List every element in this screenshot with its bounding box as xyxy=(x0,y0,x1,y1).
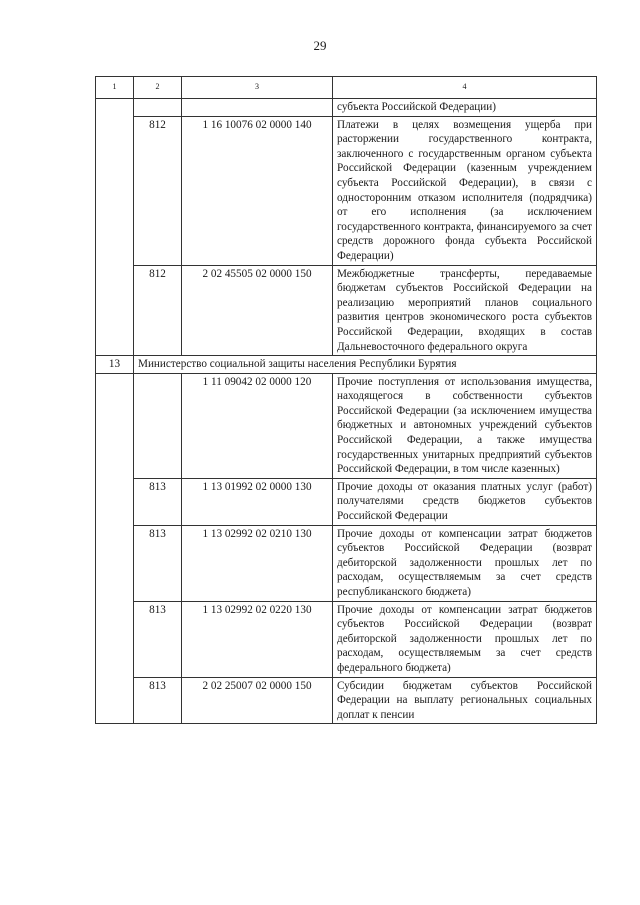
revenue-code-cell: 1 11 09042 02 0000 120 xyxy=(182,373,333,478)
admin-code-cell: 813 xyxy=(134,601,182,677)
description-cell: Прочие доходы от компенсации затрат бюджетов субъектов Российской Федерации (возврат дебиторской задолженности прошлых лет по расходам, осуществляемым за счет средств республиканского бюджета) xyxy=(333,525,597,601)
table-row xyxy=(96,478,597,525)
section-row xyxy=(96,356,597,374)
table-row xyxy=(96,116,597,265)
description-cell: Прочие поступления от использования имущества, находящегося в собственности субъектов Российской Федерации (за исключением имущества бюджетных и автономных учреждений субъектов Российской Федерации, а также имущества государственных унитарных предприятий субъектов Российской Федерации, в том числе казенных) xyxy=(333,373,597,478)
description-cell: Межбюджетные трансферты, передаваемые бюджетам субъектов Российской Федерации на реализацию мероприятий планов социального развития центров экономического роста субъектов Российской Федерации, входящих в состав Дальневосточного федерального округа xyxy=(333,265,597,356)
admin-code-cell: 812 xyxy=(134,116,182,265)
page-number: 29 xyxy=(313,38,327,53)
header-col-2: 2 xyxy=(134,77,182,99)
description-cell: Прочие доходы от компенсации затрат бюджетов субъектов Российской Федерации (возврат дебиторской задолженности прошлых лет по расходам, осуществляемым за счет средств федерального бюджета) xyxy=(333,601,597,677)
admin-code-cell: 813 xyxy=(134,677,182,724)
revenue-code-cell xyxy=(182,99,333,117)
header-col-3: 3 xyxy=(182,77,333,99)
admin-code-cell xyxy=(134,373,182,478)
header-col-4: 4 xyxy=(333,77,597,99)
admin-code-cell: 813 xyxy=(134,525,182,601)
description-cell: субъекта Российской Федерации) xyxy=(333,99,597,117)
admin-code-cell xyxy=(134,99,182,117)
revenue-code-cell: 1 13 02992 02 0210 130 xyxy=(182,525,333,601)
description-cell: Платежи в целях возмещения ущерба при расторжении государственного контракта, заключенного с государственным органом субъекта Российской Федерации (казенным учреждением субъекта Российской Федерации), в связи с односторонним отказом исполнителя (подрядчика) от его исполнения (за исключением государственного контракта, финансируемого за счет средств дорожного фонда субъекта Российской Федерации) xyxy=(333,116,597,265)
section-number: 13 xyxy=(96,356,134,374)
revenue-code-cell: 1 16 10076 02 0000 140 xyxy=(182,116,333,265)
admin-code-cell: 812 xyxy=(134,265,182,356)
table-row xyxy=(96,601,597,677)
section-num-cell-empty xyxy=(96,99,134,356)
header-col-1: 1 xyxy=(96,77,134,99)
section-num-cell-empty xyxy=(96,373,134,724)
description-cell: Прочие доходы от оказания платных услуг (работ) получателями средств бюджетов субъектов Российской Федерации xyxy=(333,478,597,525)
admin-code-cell: 813 xyxy=(134,478,182,525)
table-row xyxy=(96,677,597,724)
description-cell: Субсидии бюджетам субъектов Российской Федерации на выплату региональных социальных доплат к пенсии xyxy=(333,677,597,724)
revenue-code-cell: 1 13 01992 02 0000 130 xyxy=(182,478,333,525)
table-header-row xyxy=(96,77,597,99)
revenue-code-cell: 2 02 45505 02 0000 150 xyxy=(182,265,333,356)
section-title: Министерство социальной защиты населения Республики Бурятия xyxy=(134,356,597,374)
table-row xyxy=(96,99,597,117)
table-row xyxy=(96,373,597,478)
revenue-code-cell: 2 02 25007 02 0000 150 xyxy=(182,677,333,724)
table-row xyxy=(96,265,597,356)
revenue-codes-table xyxy=(95,76,597,724)
revenue-code-cell: 1 13 02992 02 0220 130 xyxy=(182,601,333,677)
table-row xyxy=(96,525,597,601)
